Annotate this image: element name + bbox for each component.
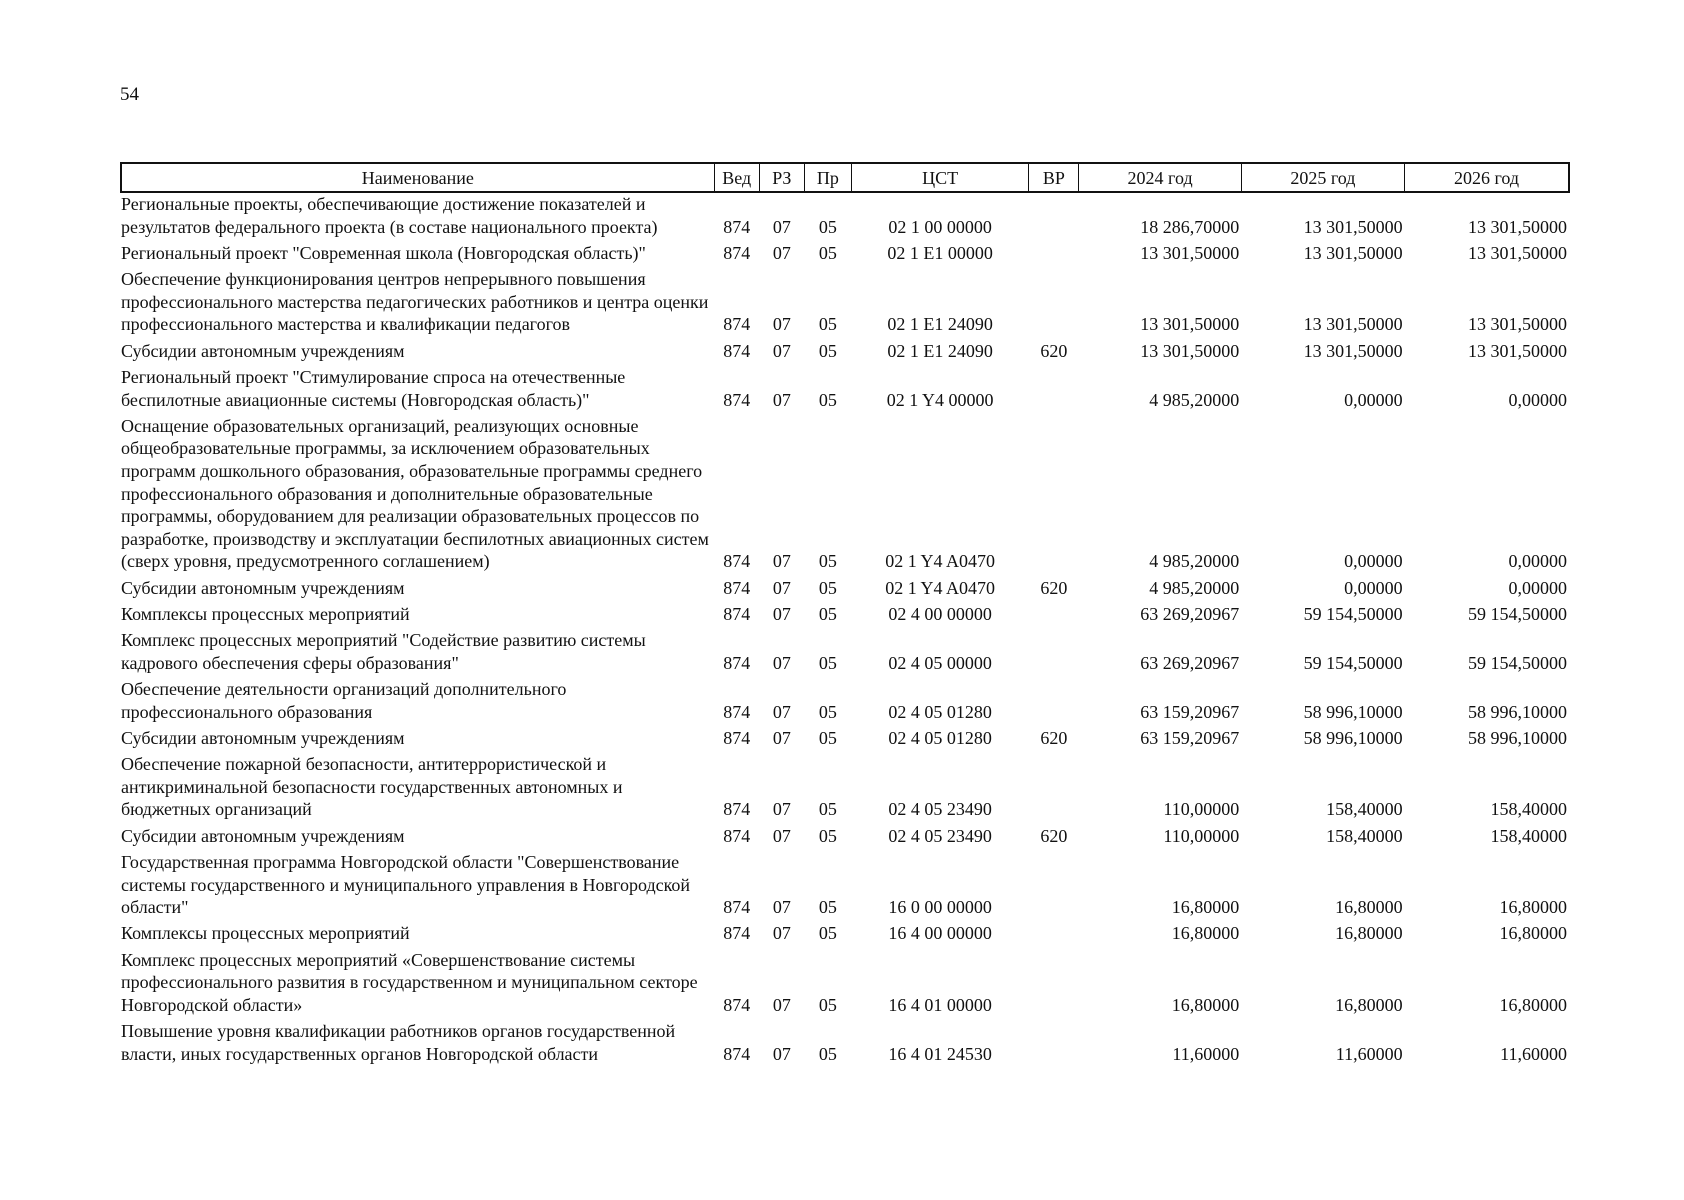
table-header bbox=[121, 163, 1569, 192]
cell-rz: 07 bbox=[772, 216, 791, 237]
cell-pr: 05 bbox=[818, 340, 837, 361]
cell-name: Повышение уровня квалификации работников органов государственной власти, иных государственных органов Новгородской области bbox=[121, 1021, 676, 1064]
cell-cst: 16 4 01 24530 bbox=[888, 1043, 992, 1064]
cell-vr bbox=[1029, 949, 1079, 1020]
cell-rz: 07 bbox=[772, 314, 791, 335]
cell-cst: 02 1 Y4 A0470 bbox=[885, 577, 996, 598]
cell-cst: 16 4 00 00000 bbox=[888, 923, 992, 944]
cell-pr: 05 bbox=[818, 799, 837, 820]
table-row bbox=[121, 727, 1569, 753]
cell-ved: 874 bbox=[723, 727, 751, 748]
cell-2026: 58 996,10000 bbox=[1468, 701, 1567, 722]
cell-2024: 13 301,50000 bbox=[1140, 314, 1240, 335]
cell-2024: 4 985,20000 bbox=[1149, 389, 1240, 410]
cell-rz: 07 bbox=[772, 727, 791, 748]
cell-name: Комплекс процессных мероприятий "Содействие развитию системы кадрового обеспечения сферы образования" bbox=[121, 630, 646, 673]
cell-vr bbox=[1029, 192, 1079, 242]
header-pr: Пр bbox=[804, 163, 851, 192]
cell-cst: 02 4 00 00000 bbox=[888, 603, 992, 624]
cell-pr: 05 bbox=[818, 701, 837, 722]
cell-rz: 07 bbox=[772, 1043, 791, 1064]
cell-2024: 63 159,20967 bbox=[1140, 701, 1240, 722]
table-row bbox=[121, 825, 1569, 851]
cell-2025: 13 301,50000 bbox=[1303, 242, 1403, 263]
cell-ved: 874 bbox=[723, 603, 751, 624]
cell-ved: 874 bbox=[723, 314, 751, 335]
cell-2025: 0,00000 bbox=[1344, 389, 1403, 410]
cell-name: Комплекс процессных мероприятий «Совершенствование системы профессионального развития в государственном и муниципальном секторе Новгородской области» bbox=[121, 949, 698, 1015]
cell-name: Региональные проекты, обеспечивающие достижение показателей и результатов федерального проекта (в составе национального проекта) bbox=[121, 194, 658, 237]
cell-pr: 05 bbox=[818, 551, 837, 572]
cell-2026: 0,00000 bbox=[1508, 577, 1567, 598]
cell-2024: 11,60000 bbox=[1172, 1043, 1240, 1064]
cell-2026: 59 154,50000 bbox=[1468, 652, 1567, 673]
table-row bbox=[121, 753, 1569, 824]
header-vr: ВР bbox=[1029, 163, 1079, 192]
cell-pr: 05 bbox=[818, 389, 837, 410]
cell-cst: 02 4 05 01280 bbox=[888, 701, 992, 722]
cell-2026: 13 301,50000 bbox=[1468, 340, 1567, 361]
table-row bbox=[121, 629, 1569, 678]
cell-ved: 874 bbox=[723, 1043, 751, 1064]
cell-vr: 620 bbox=[1040, 340, 1068, 361]
cell-2025: 16,80000 bbox=[1335, 994, 1403, 1015]
cell-vr bbox=[1029, 1020, 1079, 1069]
cell-pr: 05 bbox=[818, 727, 837, 748]
cell-2026: 158,40000 bbox=[1490, 799, 1567, 820]
header-2025: 2025 год bbox=[1241, 163, 1404, 192]
header-2024: 2024 год bbox=[1079, 163, 1241, 192]
cell-ved: 874 bbox=[723, 994, 751, 1015]
cell-rz: 07 bbox=[772, 897, 791, 918]
cell-cst: 02 1 Y4 A0470 bbox=[885, 551, 996, 572]
cell-name: Субсидии автономным учреждениям bbox=[121, 340, 405, 361]
cell-ved: 874 bbox=[723, 389, 751, 410]
cell-ved: 874 bbox=[723, 551, 751, 572]
cell-pr: 05 bbox=[818, 897, 837, 918]
table-body bbox=[121, 192, 1569, 1069]
cell-vr bbox=[1029, 629, 1079, 678]
cell-2026: 13 301,50000 bbox=[1468, 216, 1567, 237]
cell-cst: 02 1 00 00000 bbox=[888, 216, 992, 237]
budget-table bbox=[120, 162, 1570, 1069]
cell-2024: 110,00000 bbox=[1163, 799, 1240, 820]
cell-ved: 874 bbox=[723, 825, 751, 846]
table-row bbox=[121, 268, 1569, 339]
cell-2025: 58 996,10000 bbox=[1303, 701, 1403, 722]
header-name: Наименование bbox=[121, 163, 714, 192]
cell-vr bbox=[1029, 603, 1079, 629]
cell-2024: 4 985,20000 bbox=[1149, 577, 1240, 598]
cell-vr: 620 bbox=[1040, 577, 1068, 598]
cell-vr: 620 bbox=[1040, 727, 1068, 748]
cell-cst: 02 1 E1 24090 bbox=[887, 340, 993, 361]
cell-rz: 07 bbox=[772, 340, 791, 361]
cell-2026: 16,80000 bbox=[1499, 897, 1567, 918]
cell-rz: 07 bbox=[772, 799, 791, 820]
cell-2026: 59 154,50000 bbox=[1468, 603, 1567, 624]
cell-pr: 05 bbox=[818, 1043, 837, 1064]
cell-2026: 0,00000 bbox=[1508, 389, 1567, 410]
cell-2024: 18 286,70000 bbox=[1140, 216, 1240, 237]
cell-2025: 16,80000 bbox=[1335, 923, 1403, 944]
cell-name: Комплексы процессных мероприятий bbox=[121, 923, 410, 944]
cell-vr bbox=[1029, 922, 1079, 948]
cell-2025: 59 154,50000 bbox=[1303, 603, 1403, 624]
cell-2024: 110,00000 bbox=[1163, 825, 1240, 846]
table-row bbox=[121, 949, 1569, 1020]
cell-vr bbox=[1029, 851, 1079, 922]
table-row bbox=[121, 922, 1569, 948]
cell-name: Оснащение образовательных организаций, реализующих основные общеобразовательные программы, за исключением образовательных программ дошкольного образования, образовательные программы среднего профессионального образования и дополнительные образовательные программы, оборудованием для реализации образовательных процессов по разработке, производству и эксплуатации беспилотных авиационных систем (сверх уровня, предусмотренного соглашением) bbox=[121, 415, 709, 572]
cell-name: Субсидии автономным учреждениям bbox=[121, 577, 405, 598]
cell-2025: 13 301,50000 bbox=[1303, 216, 1403, 237]
cell-pr: 05 bbox=[818, 652, 837, 673]
cell-2024: 4 985,20000 bbox=[1149, 551, 1240, 572]
cell-cst: 02 4 05 23490 bbox=[888, 799, 992, 820]
cell-vr bbox=[1029, 678, 1079, 727]
cell-rz: 07 bbox=[772, 652, 791, 673]
cell-2024: 16,80000 bbox=[1171, 994, 1240, 1015]
cell-rz: 07 bbox=[772, 242, 791, 263]
table-row bbox=[121, 1020, 1569, 1069]
cell-2024: 63 269,20967 bbox=[1140, 652, 1240, 673]
cell-2025: 16,80000 bbox=[1335, 897, 1403, 918]
cell-ved: 874 bbox=[723, 242, 751, 263]
cell-name: Обеспечение функционирования центров непрерывного повышения профессионального мастерства педагогических работников и центра оценки профессионального мастерства и квалификации педагогов bbox=[121, 269, 709, 335]
cell-2025: 58 996,10000 bbox=[1303, 727, 1403, 748]
cell-rz: 07 bbox=[772, 389, 791, 410]
cell-2024: 63 159,20967 bbox=[1140, 727, 1240, 748]
cell-name: Субсидии автономным учреждениям bbox=[121, 727, 405, 748]
cell-vr bbox=[1029, 242, 1079, 268]
header-rz: РЗ bbox=[759, 163, 804, 192]
page-number: 54 bbox=[120, 84, 139, 105]
cell-2025: 158,40000 bbox=[1326, 825, 1403, 846]
header-ved: Вед bbox=[714, 163, 759, 192]
cell-2026: 16,80000 bbox=[1499, 994, 1567, 1015]
cell-cst: 02 4 05 01280 bbox=[888, 727, 992, 748]
cell-name: Комплексы процессных мероприятий bbox=[121, 603, 410, 624]
cell-cst: 02 1 E1 24090 bbox=[887, 314, 993, 335]
cell-rz: 07 bbox=[772, 603, 791, 624]
cell-2026: 13 301,50000 bbox=[1468, 314, 1567, 335]
table-row bbox=[121, 851, 1569, 922]
cell-rz: 07 bbox=[772, 577, 791, 598]
header-2026: 2026 год bbox=[1405, 163, 1569, 192]
cell-pr: 05 bbox=[818, 923, 837, 944]
cell-cst: 02 4 05 00000 bbox=[888, 652, 992, 673]
cell-ved: 874 bbox=[723, 799, 751, 820]
table-row bbox=[121, 242, 1569, 268]
cell-2026: 158,40000 bbox=[1490, 825, 1567, 846]
cell-2024: 13 301,50000 bbox=[1140, 242, 1240, 263]
cell-pr: 05 bbox=[818, 603, 837, 624]
cell-2024: 16,80000 bbox=[1171, 897, 1240, 918]
cell-ved: 874 bbox=[723, 340, 751, 361]
cell-name: Субсидии автономным учреждениям bbox=[121, 825, 405, 846]
cell-rz: 07 bbox=[772, 551, 791, 572]
cell-2025: 13 301,50000 bbox=[1303, 314, 1403, 335]
cell-pr: 05 bbox=[818, 825, 837, 846]
cell-cst: 16 4 01 00000 bbox=[888, 994, 992, 1015]
cell-2025: 0,00000 bbox=[1344, 551, 1403, 572]
cell-vr: 620 bbox=[1040, 825, 1068, 846]
cell-ved: 874 bbox=[723, 652, 751, 673]
cell-pr: 05 bbox=[818, 242, 837, 263]
cell-2025: 0,00000 bbox=[1344, 577, 1403, 598]
cell-pr: 05 bbox=[818, 216, 837, 237]
cell-2024: 13 301,50000 bbox=[1140, 340, 1240, 361]
cell-ved: 874 bbox=[723, 216, 751, 237]
header-cst: ЦСТ bbox=[851, 163, 1028, 192]
cell-rz: 07 bbox=[772, 701, 791, 722]
cell-pr: 05 bbox=[818, 577, 837, 598]
table-row bbox=[121, 366, 1569, 415]
cell-pr: 05 bbox=[818, 314, 837, 335]
cell-pr: 05 bbox=[818, 994, 837, 1015]
cell-name: Обеспечение пожарной безопасности, антитеррористической и антикриминальной безопасности государственных автономных и бюджетных организаций bbox=[121, 754, 623, 820]
table-row bbox=[121, 603, 1569, 629]
cell-2025: 59 154,50000 bbox=[1303, 652, 1403, 673]
table-row bbox=[121, 415, 1569, 577]
cell-vr bbox=[1029, 415, 1079, 577]
table-row bbox=[121, 192, 1569, 242]
cell-vr bbox=[1029, 268, 1079, 339]
cell-ved: 874 bbox=[723, 923, 751, 944]
cell-name: Региональный проект "Стимулирование спроса на отечественные беспилотные авиационные системы (Новгородская область)" bbox=[121, 366, 626, 410]
cell-rz: 07 bbox=[772, 994, 791, 1015]
cell-2026: 11,60000 bbox=[1500, 1043, 1567, 1064]
cell-2026: 13 301,50000 bbox=[1468, 242, 1567, 263]
cell-ved: 874 bbox=[723, 701, 751, 722]
cell-ved: 874 bbox=[723, 577, 751, 598]
cell-cst: 16 0 00 00000 bbox=[888, 897, 992, 918]
cell-2025: 13 301,50000 bbox=[1303, 340, 1403, 361]
cell-2025: 11,60000 bbox=[1335, 1043, 1403, 1064]
cell-2026: 0,00000 bbox=[1508, 551, 1567, 572]
cell-name: Обеспечение деятельности организаций дополнительного профессионального образования bbox=[121, 679, 567, 722]
cell-name: Государственная программа Новгородской области "Совершенствование системы государственного и муниципального управления в Новгородской области" bbox=[121, 851, 691, 918]
cell-cst: 02 1 Y4 00000 bbox=[886, 389, 994, 410]
cell-2024: 16,80000 bbox=[1171, 923, 1240, 944]
cell-name: Региональный проект "Современная школа (Новгородская область)" bbox=[121, 242, 646, 263]
table-row bbox=[121, 577, 1569, 603]
cell-ved: 874 bbox=[723, 897, 751, 918]
cell-2024: 63 269,20967 bbox=[1140, 603, 1240, 624]
cell-rz: 07 bbox=[772, 923, 791, 944]
cell-2025: 158,40000 bbox=[1326, 799, 1403, 820]
table-row bbox=[121, 340, 1569, 366]
cell-vr bbox=[1029, 753, 1079, 824]
cell-2026: 16,80000 bbox=[1499, 923, 1567, 944]
cell-cst: 02 4 05 23490 bbox=[888, 825, 992, 846]
table-row bbox=[121, 678, 1569, 727]
cell-cst: 02 1 E1 00000 bbox=[887, 242, 993, 263]
cell-vr bbox=[1029, 366, 1079, 415]
cell-2026: 58 996,10000 bbox=[1468, 727, 1567, 748]
header-row bbox=[121, 163, 1569, 192]
cell-rz: 07 bbox=[772, 825, 791, 846]
